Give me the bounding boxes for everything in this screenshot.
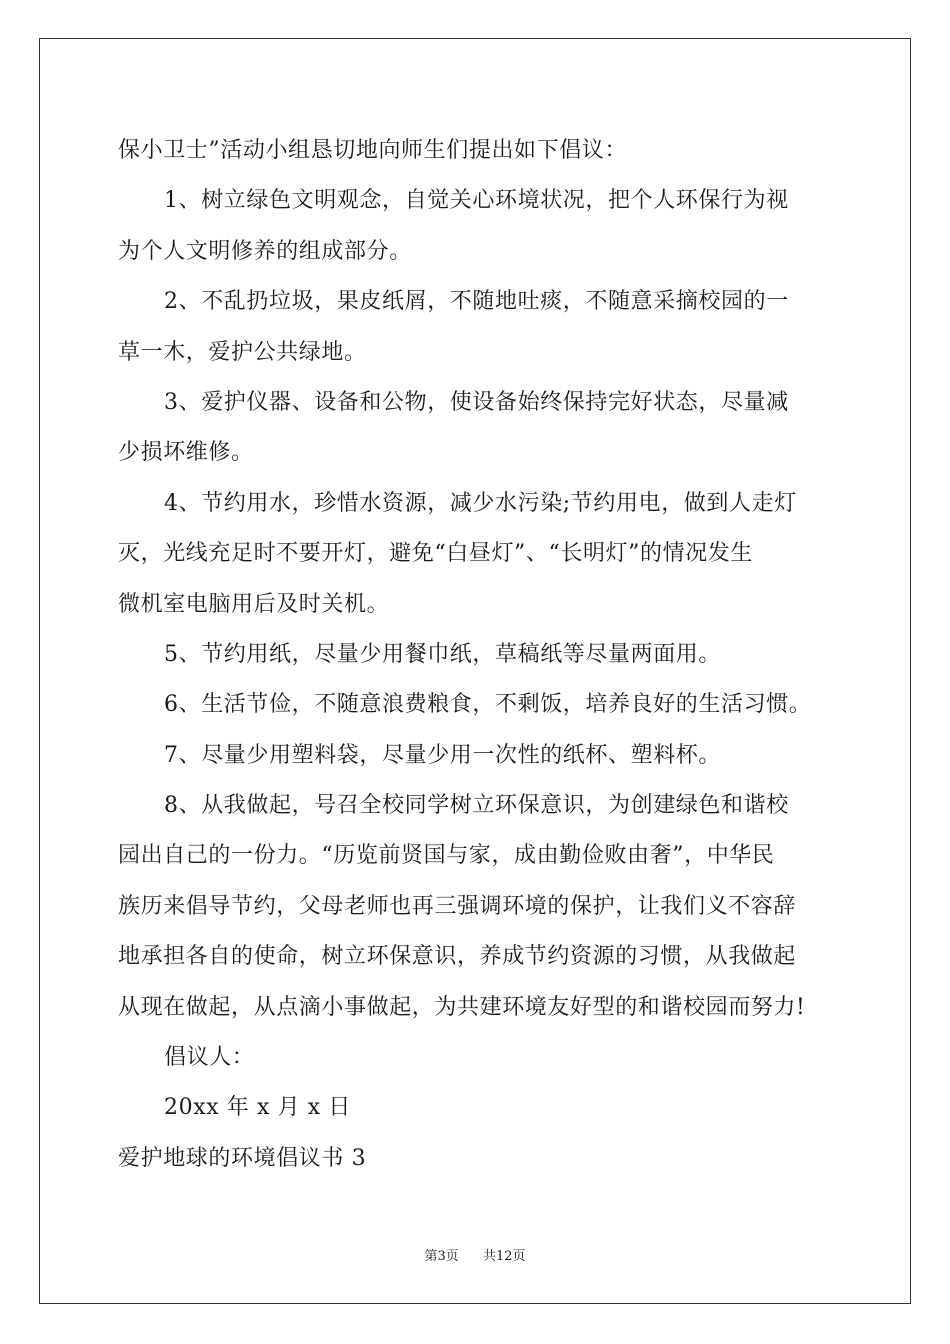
text-line: 从现在做起，从点滴小事做起，为共建环境友好型的和谐校园而努力! [118, 994, 806, 1020]
text-line: 8、从我做起，号召全校同学树立环保意识，为创建绿色和谐校 [164, 793, 789, 819]
text-line: 园出自己的一份力。“历览前贤国与家，成由勤俭败由奢”，中华民 [118, 843, 775, 869]
text-line: 6、生活节俭，不随意浪费粮食，不剩饭，培养良好的生活习惯。 [164, 692, 812, 718]
text-line: 4、节约用水，珍惜水资源，减少水污染;节约用电，做到人走灯 [164, 490, 797, 516]
text-line: 5、节约用纸，尽量少用餐巾纸，草稿纸等尽量两面用。 [164, 641, 721, 667]
text-line: 草一木，爱护公共绿地。 [118, 339, 367, 365]
text-line: 族历来倡导节约，父母老师也再三强调环境的保护，让我们义不容辞 [118, 893, 797, 919]
date-line: 20xx 年 x 月 x 日 [164, 1095, 351, 1121]
text-line: 灭，光线充足时不要开灯，避免“白昼灯”、“长明灯”的情况发生 [118, 541, 753, 567]
text-line: 为个人文明修养的组成部分。 [118, 238, 412, 264]
text-line: 微机室电脑用后及时关机。 [118, 591, 390, 617]
page-total: 共12页 [483, 1249, 526, 1264]
text-line: 地承担各自的使命，树立环保意识，养成节约资源的习惯，从我做起 [118, 944, 797, 970]
text-line: 保小卫士”活动小组恳切地向师生们提出如下倡议： [118, 138, 628, 163]
text-line: 7、尽量少用塑料袋，尽量少用一次性的纸杯、塑料杯。 [164, 742, 721, 768]
text-line: 1、树立绿色文明观念，自觉关心环境状况，把个人环保行为视 [164, 188, 789, 214]
signature-label: 倡议人： [164, 1045, 255, 1071]
page-number: 第3页 [424, 1249, 459, 1264]
text-line: 少损坏维修。 [118, 440, 254, 466]
page-footer [0, 1245, 950, 1264]
document-body [118, 126, 838, 1184]
text-line: 3、爱护仪器、设备和公物，使设备始终保持完好状态，尽量减 [164, 389, 789, 415]
text-line: 2、不乱扔垃圾，果皮纸屑，不随地吐痰，不随意采摘校园的一 [164, 289, 789, 315]
section-title: 爱护地球的环境倡议书 3 [118, 1145, 367, 1171]
